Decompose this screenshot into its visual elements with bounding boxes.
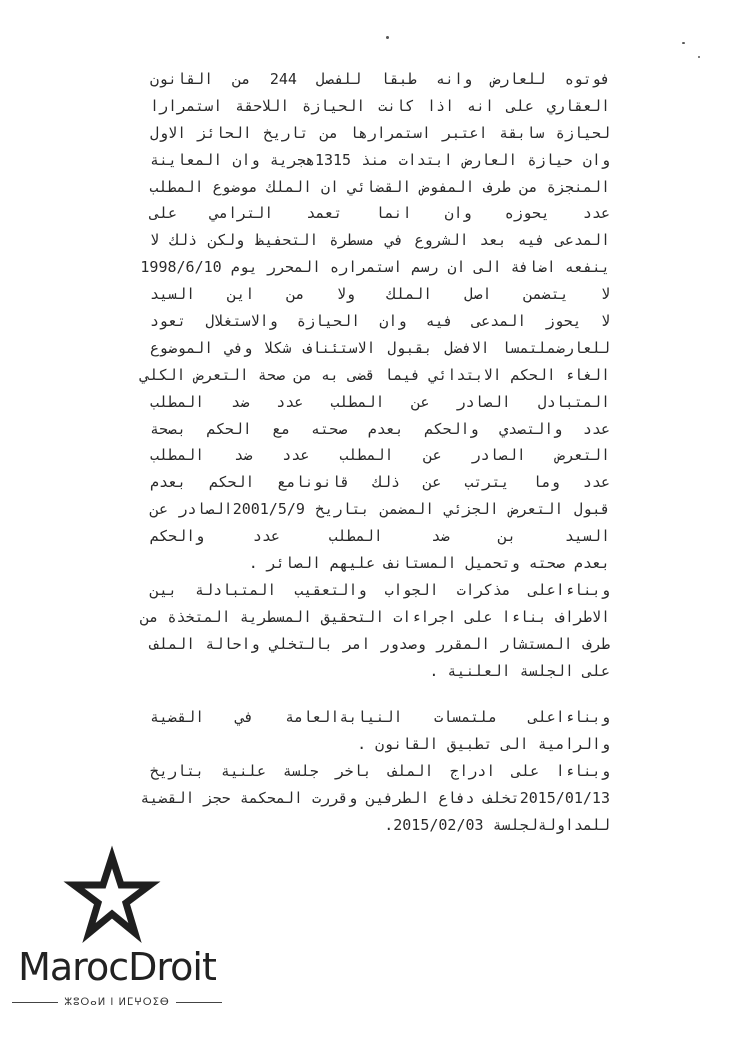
text-line: لا يحوز المدعى فيه وان الحيازة والاستغلال تعود: [150, 312, 610, 331]
scan-speck: [698, 56, 700, 58]
scan-speck: [386, 36, 389, 39]
text-line: قبول التعرض الجزئي المضمن بتاريخ 2001/5/9الصادر عن: [150, 500, 610, 519]
text-line: فوتوه للعارض وانه طبقا للفصل 244 من القانون: [150, 70, 610, 88]
text-line: والرامية الى تطبيق القانون .: [357, 735, 610, 754]
text-line: المدعى فيه بعد الشروع في مسطرة التحفيظ ولكن ذلك لا: [150, 231, 610, 250]
text-line: للعارضملتمسا الافضل بقبول الاستئناف شكلا وفي الموضوع: [150, 338, 610, 357]
text-line: الغاء الحكم الابتدائي فيما قضى به من صحة التعرض الكلي: [140, 365, 610, 384]
text-line: 2015/01/13تخلف دفاع الطرفين وقررت المحكمة حجز القضية: [140, 789, 610, 808]
paragraph-gap: [150, 684, 610, 704]
brand-name: MarocDroit: [18, 945, 216, 989]
text-line: وبناءا على ادراج الملف باخر جلسة علنية بتاريخ: [150, 762, 610, 781]
text-line: التعرض الصادر عن المطلب عدد ضد المطلب: [150, 446, 610, 465]
text-line: عدد وما يترتب عن ذلك قانونامع الحكم بعدم: [150, 473, 610, 492]
tagline-rule-right: [176, 1002, 222, 1003]
text-line: للمداولةلجلسة 2015/02/03.: [384, 816, 610, 835]
text-line: الاطراف بناءا على اجراءات التحقيق المسطرية المتخذة من: [140, 607, 610, 626]
text-line: العقاري على انه اذا كانت الحيازة اللاحقة استمرارا: [150, 96, 610, 115]
judgment-text: [140, 66, 610, 839]
text-line: وبناءاعلى مذكرات الجواب والتعقيب المتبادلة بين: [150, 580, 610, 599]
tagline-row: [12, 995, 222, 1009]
text-line: لحيازة سابقة اعتبر استمرارها من تاريخ الحائز الاول: [150, 123, 610, 142]
text-line: على الجلسة العلنية .: [429, 661, 610, 680]
text-line: وبناءاعلى ملتمسات النيابةالعامة في القضية: [150, 708, 610, 727]
tagline-rule-left: [12, 1002, 58, 1003]
text-line: عدد يحوزه وان انما تعمد الترامي على: [150, 204, 610, 223]
text-line: السيد بن ضد المطلب عدد والحكم: [150, 527, 610, 546]
marocdroit-logo: [12, 855, 222, 1015]
scan-speck: [682, 42, 685, 44]
star-icon: [74, 855, 150, 935]
tagline: ⵣⵓⵔⴰⵍ ⵏ ⵍⵎⵖⵔⵉⴱ: [64, 996, 170, 1008]
text-line: طرف المستشار المقرر وصدور امر بالتخلي واحالة الملف: [150, 634, 610, 653]
text-line: لا يتضمن اصل الملك ولا من اين السيد: [150, 285, 610, 304]
text-line: المنجزة من طرف المفوض القضائي ان الملك موضوع المطلب: [149, 177, 610, 196]
text-line: عدد والتصدي والحكم بعدم صحته مع الحكم بصحة: [150, 419, 610, 438]
text-line: المتبادل الصادر عن المطلب عدد ضد المطلب: [150, 392, 610, 411]
text-line: بعدم صحته وتحميل المستانف عليهم الصائر .: [248, 554, 610, 573]
text-line: ينفعه اضافة الى ان رسم استمراره المحرر يوم 1998/6/10: [140, 258, 610, 277]
text-line: وان حيازة العارض ابتدات منذ 1315هجرية وان المعاينة: [150, 150, 610, 169]
